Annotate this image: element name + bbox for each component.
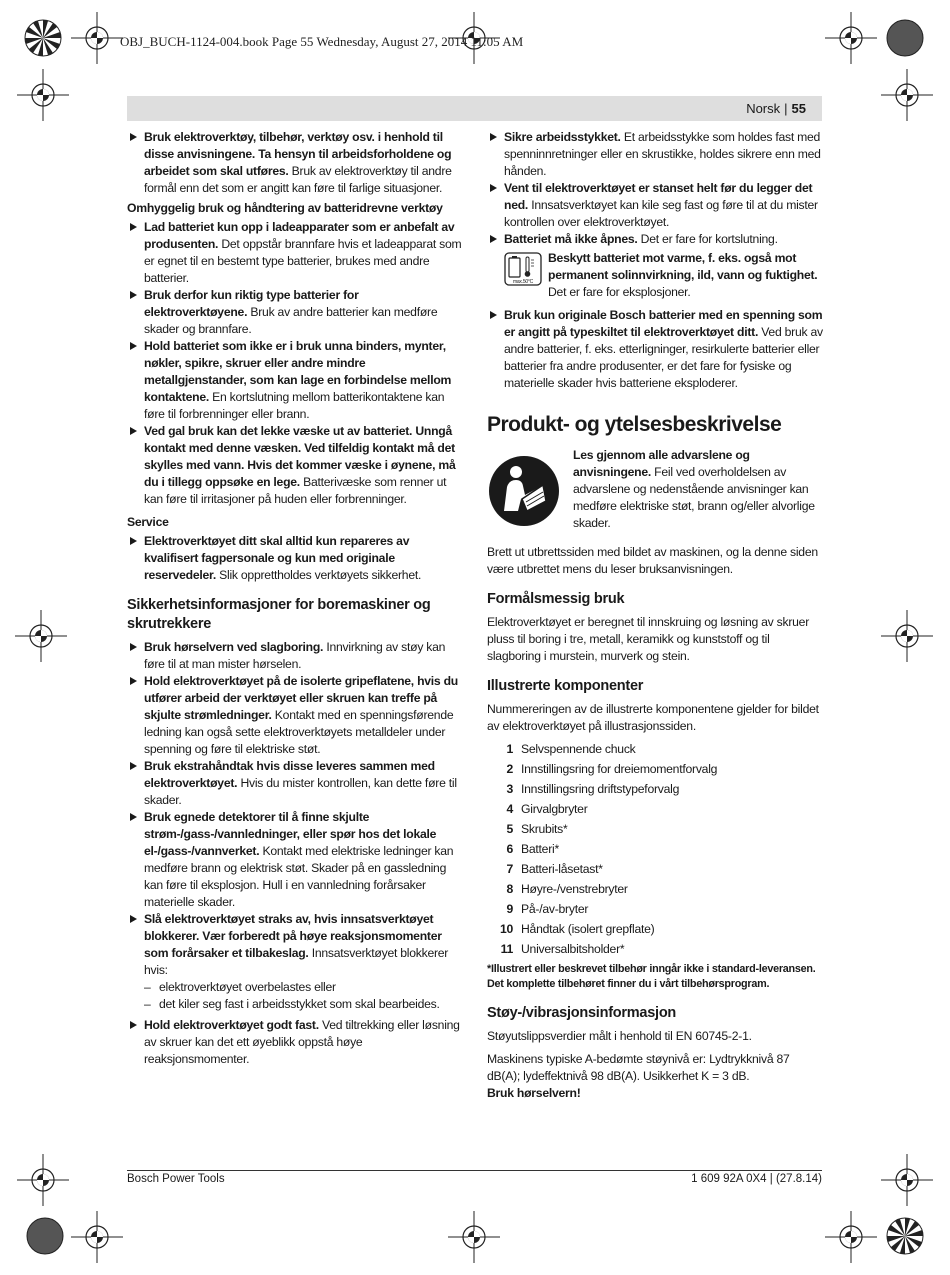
footer-brand: Bosch Power Tools bbox=[127, 1173, 225, 1185]
noise-bold: Bruk hørselvern! bbox=[487, 1086, 581, 1100]
component-item: 10 Håndtak (isolert grepflate) bbox=[499, 922, 655, 936]
heat-icon-label: max.50°C bbox=[512, 279, 534, 285]
list-item: Vent til elektroverktøyet er stanset helt før du legger det ned. Innsatsverktøyet kan kile seg fast og føre til at du mister kontrollen over elektroverktøyet. bbox=[487, 180, 823, 231]
component-item: 4 Girvalgbryter bbox=[506, 802, 588, 816]
dash-item: – det kiler seg fast i arbeidsstykket som skal bearbeides. bbox=[144, 997, 440, 1011]
list-item: Lad batteriet kun opp i ladeapparater som er anbefalt av produsenten. Det oppstår brannfare hvis et ladeapparat som er egnet til en bestemt type batterier, brukes med andre batterier. bbox=[127, 219, 463, 287]
section-heading-service: Service bbox=[127, 515, 169, 529]
purpose-text: Elektroverktøyet er beregnet til innskruing og løsning av skruer pluss til boring i tre, metall, keramikk og kunststoff og til slagboring i murstein, murverk og stein. bbox=[487, 615, 810, 663]
section-heading-product: Produkt- og ytelsesbeskrivelse bbox=[487, 413, 782, 436]
page-number: 55 bbox=[791, 101, 806, 116]
section-heading-components: Illustrerte komponenter bbox=[487, 678, 644, 694]
component-item: 9 På-/av-bryter bbox=[506, 902, 589, 916]
section-heading-battery: Omhyggelig bruk og håndtering av batteridrevne verktøy bbox=[127, 201, 443, 215]
print-header: OBJ_BUCH-1124-004.book Page 55 Wednesday, August 27, 2014 11:05 AM bbox=[120, 34, 524, 49]
list-item: Bruk elektroverktøy, tilbehør, verktøy osv. i henhold til disse anvisningene. Ta hensyn til arbeidsforholdene og arbeidet som skal utføres. Bruk av elektroverktøy til andre formål enn det som er angitt kan føre til farlige situasjoner. bbox=[127, 129, 463, 197]
battery-temperature-icon bbox=[504, 252, 542, 286]
list-item: Batteriet må ikke åpnes. Det er fare for kortslutning. bbox=[487, 231, 823, 248]
list-item: Ved gal bruk kan det lekke væske ut av batteriet. Unngå kontakt med denne væsken. Ved tilfeldig kontakt må det skylles med vann. Hvis det kommer væske i øynene, må du i tillegg oppsøke en lege. Batterivæske som renner ut kan føre til irritasjoner på huden eller forbrenninger. bbox=[127, 423, 463, 508]
list-item: Hold elektroverktøyet på de isolerte gripeflatene, hvis du utfører arbeid der verktøyet eller skruen kan treffe på skjulte strømledninger. Kontakt med en spenningsførende ledning kan også sette elektroverktøyets metalldeler under spenning og føre til elektriske støt. bbox=[127, 673, 463, 758]
component-item: 2 Innstillingsring for dreiemomentforvalg bbox=[506, 762, 718, 776]
noise-text-2: Maskinens typiske A-bedømte støynivå er: Lydtrykknivå 87 dB(A); lydeffektnivå 98 dB(A). Usikkerhet K = 3 dB. bbox=[487, 1052, 790, 1083]
read-instructions-text: Les gjennom alle advarslene og anvisningene. Feil ved overholdelsen av advarslene og nedenstående anvisninger kan medføre elektriske støt, brann og/eller alvorlige skader. bbox=[573, 448, 815, 530]
list-item: Bruk egnede detektorer til å finne skjulte strøm-/gass-/vannledninger, eller spør hos det lokale el-/gass-/vannverket. Kontakt med elektriske ledninger kan medføre brann og elektrisk støt. Skader på en gassledning kan føre til eksplosjon. Hull i en vannledning forårsaker materielle skader. bbox=[127, 809, 463, 911]
list-item: Sikre arbeidsstykket. Et arbeidsstykke som holdes fast med spenninnretninger eller en skrustikke, holdes sikrere enn med hånden. bbox=[487, 129, 823, 180]
component-item: 7 Batteri-låsetast* bbox=[506, 862, 603, 876]
section-heading-safety: Sikkerhetsinformasjoner for boremaskiner og skrutrekkere bbox=[127, 597, 431, 632]
heat-warning bbox=[504, 250, 823, 301]
components-footnote: *Illustrert eller beskrevet tilbehør inngår ikke i standard-leveransen. Det komplette tilbehøret finner du i vårt tilbehørsprogram. bbox=[487, 963, 816, 990]
unfold-text: Brett ut utbrettssiden med bildet av maskinen, og la denne siden være utbrettet mens du leser bruksanvisningen. bbox=[487, 545, 818, 576]
footer-doc-number: 1 609 92A 0X4 | (27.8.14) bbox=[691, 1173, 822, 1185]
heat-warning-text: Beskytt batteriet mot varme, f. eks. også mot permanent solinnvirkning, ild, vann og fuktighet. Det er fare for eksplosjoner. bbox=[548, 251, 818, 299]
left-column bbox=[127, 129, 463, 1068]
noise-text-1: Støyutslippsverdier målt i henhold til EN 60745-2-1. bbox=[487, 1029, 752, 1043]
component-item: 3 Innstillingsring driftstypeforvalg bbox=[506, 782, 680, 796]
components-list bbox=[487, 741, 823, 958]
read-instructions-note bbox=[487, 447, 823, 532]
component-item: 8 Høyre-/venstrebryter bbox=[506, 882, 628, 896]
section-heading-noise: Støy-/vibrasjonsinformasjon bbox=[487, 1005, 677, 1021]
component-item: 1 Selvspennende chuck bbox=[506, 742, 636, 756]
header-language: Norsk bbox=[746, 101, 781, 116]
component-item: 11 Universalbitsholder* bbox=[500, 942, 625, 956]
footer-divider bbox=[127, 1170, 822, 1171]
section-heading-purpose: Formålsmessig bruk bbox=[487, 591, 625, 607]
list-item: Elektroverktøyet ditt skal alltid kun repareres av kvalifisert fagpersonale og kun med originale reservedeler. Slik opprettholdes verktøyets sikkerhet. bbox=[127, 533, 463, 584]
read-manual-icon bbox=[487, 455, 561, 527]
dash-item: – elektroverktøyet overbelastes eller bbox=[144, 980, 336, 994]
list-item: Bruk kun originale Bosch batterier med en spenning som er angitt på typeskiltet til elektroverktøyet ditt. Ved bruk av andre batterier, f. eks. etterligninger, resirkulerte batterier eller batterier fra andre produsenter, er det fare for fysiske og materielle skader hvis batteriene eksploderer. bbox=[487, 307, 823, 392]
list-item: Hold elektroverktøyet godt fast. Ved tiltrekking eller løsning av skruer kan det ett øyeblikk oppstå høye reaksjonsmomenter. bbox=[127, 1017, 463, 1068]
list-item: Bruk derfor kun riktig type batterier for elektroverktøyene. Bruk av andre batterier kan medføre skader og brannfare. bbox=[127, 287, 463, 338]
running-header bbox=[127, 96, 822, 121]
list-item: Bruk hørselvern ved slagboring. Innvirkning av støy kan føre til at man mister hørselen. bbox=[127, 639, 463, 673]
list-item: Slå elektroverktøyet straks av, hvis innsatsverktøyet blokkerer. Vær forberedt på høye reaksjonsmomenter som forårsaker et tilbakeslag. Innsatsverktøyet blokkerer hvis: – elektroverktøyet overbelastes eller – det kiler seg fast i arbeidsstykket som skal bearbeides. bbox=[127, 911, 463, 1013]
components-intro: Nummereringen av de illustrerte komponentene gjelder for bildet av elektroverktøyet på illustrasjonssiden. bbox=[487, 702, 819, 733]
header-separator: | bbox=[784, 101, 788, 116]
component-item: 6 Batteri* bbox=[506, 842, 559, 856]
list-item: Bruk ekstrahåndtak hvis disse leveres sammen med elektroverktøyet. Hvis du mister kontrollen, kan dette føre til skader. bbox=[127, 758, 463, 809]
right-column bbox=[487, 129, 823, 1102]
component-item: 5 Skrubits* bbox=[506, 822, 568, 836]
list-item: Hold batteriet som ikke er i bruk unna binders, mynter, nøkler, spikre, skruer eller andre mindre metallgjenstander, som kan lage en forbindelse mellom kontaktene. En kortslutning mellom batterikontaktene kan føre til forbrenninger eller brann. bbox=[127, 338, 463, 423]
